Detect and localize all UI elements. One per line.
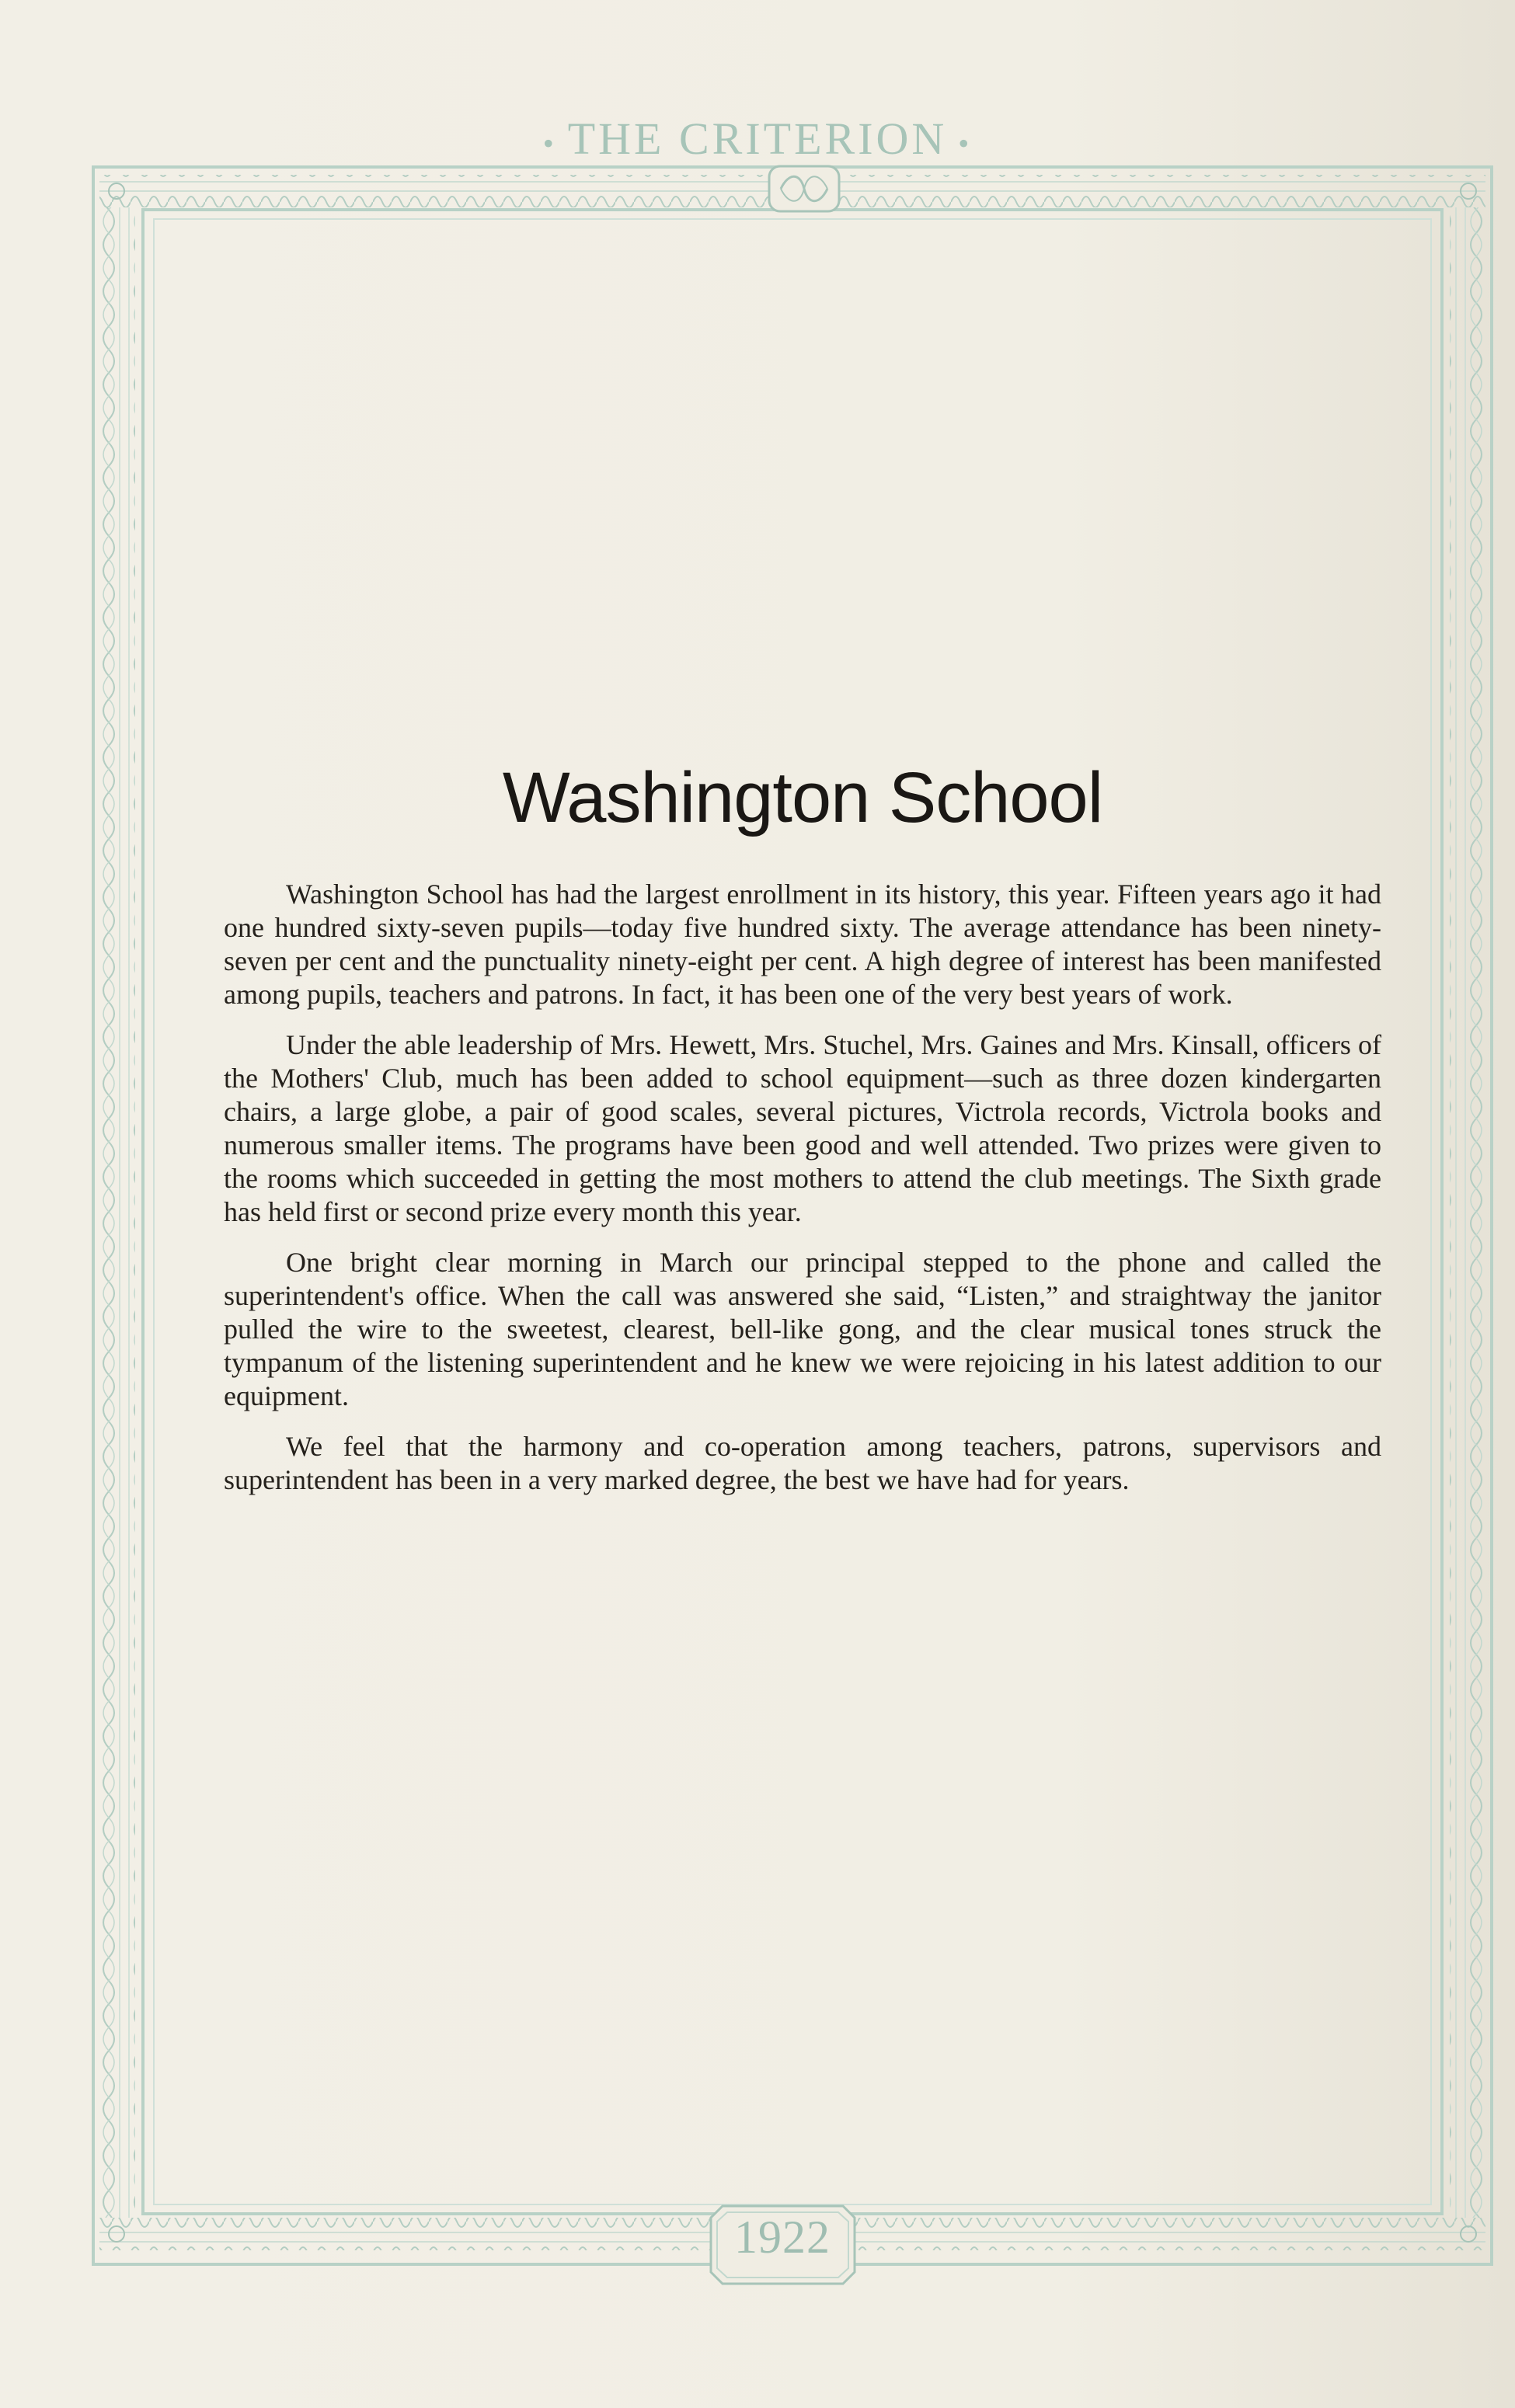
paragraph-gong: One bright clear morning in March our principal stepped to the phone and called the superintendent's office. When the call was answered she said, “Listen,” and straightway the janitor pulled the wire to the sweetest, clearest, bell-like gong, and the clear musical tones struck the tympanum of the listening superintendent and he knew we were rejoicing in his latest addition to our equipment.: [224, 1247, 1381, 1411]
paragraph-enrollment: Washington School has had the largest enrollment in its history, this year. Fifteen years ago it had one hundred sixty-seven pupils—today five hundred sixty. The average attendance has been ninety-seven per cent and the punctuality ninety-eight per cent. A high degree of interest has been manifested among pupils, teachers and patrons. In fact, it has been one of the very best years of work.: [224, 879, 1381, 1010]
year-folio: 1922: [734, 2211, 831, 2263]
header-dot-right: •: [958, 126, 973, 162]
top-medallion-icon: [769, 166, 839, 211]
paragraph-harmony: We feel that the harmony and co-operation among teachers, patrons, supervisors and superintendent has been in a very marked degree, the best we have had for years.: [224, 1431, 1381, 1495]
paragraph-mothers-club: Under the able leadership of Mrs. Hewett, Mrs. Stuchel, Mrs. Gaines and Mrs. Kinsall, officers of the Mothers' Club, much has been added to school equipment—such as three dozen kindergarten chairs, a large globe, a pair of good scales, several pictures, Victrola records, Victrola books and numerous smaller items. The programs have been good and well attended. Two prizes were given to the rooms which succeeded in getting the most mothers to attend the club meetings. The Sixth grade has held first or second prize every month this year.: [224, 1029, 1381, 1227]
running-title: THE CRITERION: [567, 113, 948, 164]
header-dot-left: •: [542, 126, 557, 162]
article-title: Washington School: [502, 758, 1103, 837]
article-body: [224, 757, 1381, 1514]
